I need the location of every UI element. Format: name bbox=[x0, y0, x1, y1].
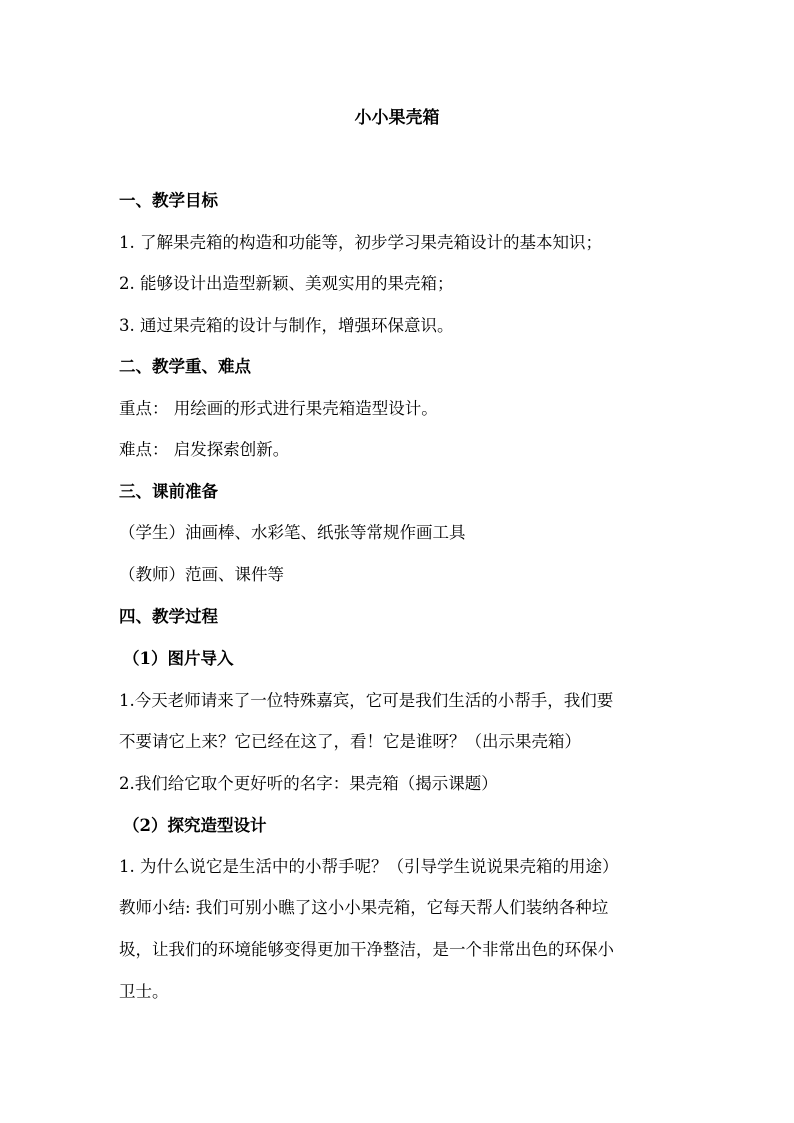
objective-item: 3. 通过果壳箱的设计与制作，增强环保意识。 bbox=[119, 316, 454, 335]
section-heading-process: 四、教学过程 bbox=[119, 607, 218, 626]
paragraph-line: 1.今天老师请来了一位特殊嘉宾，它可是我们生活的小帮手，我们要 bbox=[119, 691, 614, 710]
document-title: 小小果壳箱 bbox=[354, 108, 440, 128]
paragraph-line: 教师小结: 我们可别小瞧了这小小果壳箱，它每天帮人们装纳各种垃 bbox=[119, 898, 609, 917]
paragraph-line: 不要请它上来？它已经在这了，看！它是谁呀？（出示果壳箱） bbox=[119, 732, 581, 751]
paragraph-line: 2.我们给它取个更好听的名字：果壳箱（揭示课题） bbox=[119, 774, 498, 793]
section-heading-objectives: 一、教学目标 bbox=[119, 191, 218, 210]
objective-item: 2. 能够设计出造型新颖、美观实用的果壳箱； bbox=[119, 274, 454, 293]
key-point-focus: 重点： 用绘画的形式进行果壳箱造型设计。 bbox=[119, 399, 438, 418]
preparation-item: （教师）范画、课件等 bbox=[119, 565, 284, 584]
preparation-item: （学生）油画棒、水彩笔、纸张等常规作画工具 bbox=[119, 523, 466, 542]
process-step-heading: （2）探究造型设计 bbox=[123, 816, 267, 835]
key-point-difficulty: 难点： 启发探索创新。 bbox=[119, 440, 290, 459]
paragraph-line: 卫士。 bbox=[119, 982, 169, 1001]
paragraph-line: 1. 为什么说它是生活中的小帮手呢？（引导学生说说果壳箱的用途） bbox=[119, 857, 619, 876]
section-heading-key-points: 二、教学重、难点 bbox=[119, 357, 251, 376]
objective-item: 1. 了解果壳箱的构造和功能等，初步学习果壳箱设计的基本知识； bbox=[119, 233, 602, 252]
paragraph-line: 圾，让我们的环境能够变得更加干净整洁，是一个非常出色的环保小 bbox=[119, 940, 614, 959]
process-step-heading: （1）图片导入 bbox=[123, 649, 234, 668]
section-heading-preparation: 三、课前准备 bbox=[119, 482, 218, 501]
